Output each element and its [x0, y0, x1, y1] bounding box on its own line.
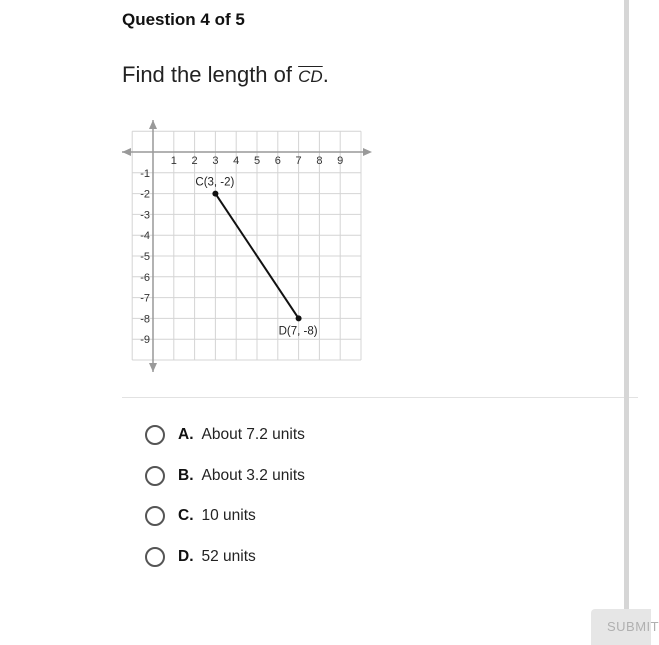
y-axis-up-arrow [149, 120, 157, 129]
x-tick-label: 5 [253, 155, 261, 167]
segment-label: $\overline{CD}$ [298, 67, 323, 86]
question-counter: Question 4 of 5 [122, 10, 245, 29]
option-a[interactable] [145, 424, 305, 446]
y-tick-label: -7 [140, 292, 150, 305]
option-d[interactable] [145, 546, 305, 568]
y-tick-label: -9 [140, 334, 150, 347]
y-tick-label: -8 [140, 313, 150, 326]
x-axis-left-arrow [122, 148, 131, 156]
y-tick-label: -1 [140, 167, 150, 180]
point-d-label: D(7, -8) [278, 325, 318, 338]
y-tick-label: -2 [140, 188, 150, 201]
option-c[interactable] [145, 505, 305, 527]
option-letter: A. [178, 426, 194, 443]
option-letter: D. [178, 547, 194, 565]
option-b[interactable] [145, 465, 305, 487]
x-tick-label: 6 [274, 155, 281, 167]
y-tick-label: -6 [140, 271, 150, 284]
submit-button[interactable]: SUBMIT [591, 609, 651, 645]
point-d [296, 315, 302, 321]
grid-lines [132, 131, 361, 360]
option-text: About 7.2 units [201, 426, 305, 443]
x-tick-label: 8 [316, 155, 323, 167]
coordinate-graph [118, 118, 378, 378]
y-tick-label: -5 [140, 251, 150, 263]
x-tick-label: 7 [295, 155, 302, 167]
radio-icon[interactable] [145, 547, 165, 567]
point-c [212, 191, 218, 197]
axes [122, 120, 372, 372]
x-tick-label: 9 [337, 155, 344, 167]
question-prompt [122, 62, 329, 88]
option-letter: C. [178, 507, 194, 524]
answer-options [145, 424, 305, 586]
y-axis-down-arrow [149, 363, 157, 372]
scrollbar[interactable] [624, 0, 629, 642]
prompt-period: . [322, 62, 329, 87]
x-tick-label: 3 [212, 155, 219, 167]
y-tick-label: -4 [140, 230, 150, 243]
x-axis-right-arrow [363, 148, 372, 156]
option-text: 52 units [201, 547, 256, 565]
option-text: About 3.2 units [201, 466, 305, 484]
prompt-text: Find the length of [122, 62, 299, 87]
x-tick-label: 1 [170, 155, 177, 167]
x-tick-labels [171, 155, 344, 167]
point-c-label: C(3, -2) [195, 176, 235, 189]
divider [122, 397, 638, 398]
y-tick-label: -3 [140, 209, 150, 222]
radio-icon[interactable] [145, 425, 165, 445]
x-tick-label: 2 [191, 155, 198, 167]
y-tick-labels [140, 168, 150, 346]
radio-icon[interactable] [145, 506, 165, 526]
option-text: 10 units [201, 507, 256, 524]
option-letter: B. [178, 466, 194, 484]
x-tick-label: 4 [233, 155, 240, 167]
radio-icon[interactable] [145, 466, 165, 486]
